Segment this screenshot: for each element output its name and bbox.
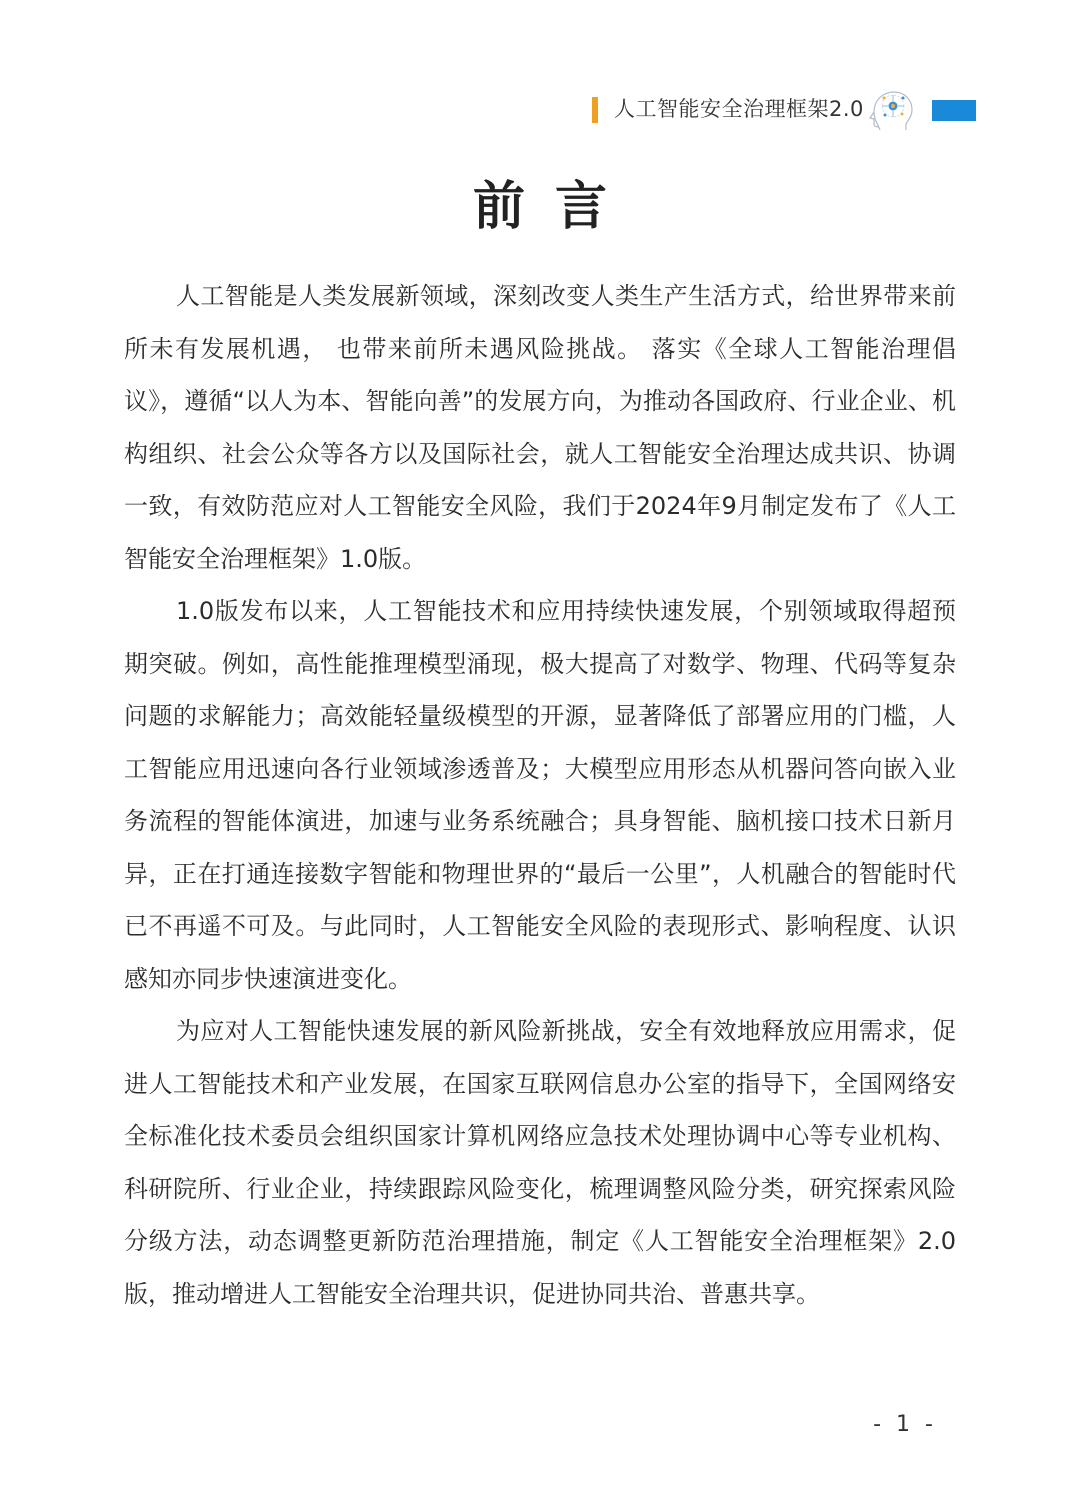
page-number: - 1 - <box>873 1412 937 1437</box>
ai-head-logo-icon <box>866 86 918 136</box>
paragraph-1: 人工智能是人类发展新领域，深刻改变人类生产生活方式，给世界带来前所未有发展机遇， 也带来前所未遇风险挑战。 落实《全球人工智能治理倡议》，遵循“以人为本、智能向善”的发展方向，为推动各国政府、行业企业、机构组织、社会公众等各方以及国际社会，就人工智能安全治理达成共识、协调一致，有效防范应对人工智能安全风险，我们于2024年9月制定发布了《人工智能安全治理框架》1.0版。 <box>124 282 956 573</box>
page-title: 前言 <box>472 177 637 237</box>
header-blue-block <box>932 100 976 121</box>
body-text <box>124 270 956 1320</box>
header-accent-bar <box>592 97 598 123</box>
paragraph-2: 1.0版发布以来，人工智能技术和应用持续快速发展，个别领域取得超预期突破。例如，高性能推理模型涌现，极大提高了对数学、物理、代码等复杂问题的求解能力；高效能轻量级模型的开源，显著降低了部署应用的门槛，人工智能应用迅速向各行业领域渗透普及；大模型应用形态从机器问答向嵌入业务流程的智能体演进，加速与业务系统融合；具身智能、脑机接口技术日新月异，正在打通连接数字智能和物理世界的“最后一公里”，人机融合的智能时代已不再遥不可及。与此同时，人工智能安全风险的表现形式、影响程度、认识感知亦同步快速演进变化。 <box>124 597 956 993</box>
paragraph-3: 为应对人工智能快速发展的新风险新挑战，安全有效地释放应用需求，促进人工智能技术和产业发展，在国家互联网信息办公室的指导下，全国网络安全标准化技术委员会组织国家计算机网络应急技术处理协调中心等专业机构、科研院所、行业企业，持续跟踪风险变化，梳理调整风险分类，研究探索风险分级方法，动态调整更新防范治理措施，制定《人工智能安全治理框架》2.0版，推动增进人工智能安全治理共识，促进协同共治、普惠共享。 <box>124 1017 956 1308</box>
header-title: 人工智能安全治理框架2.0 <box>614 97 864 121</box>
running-header <box>588 86 988 142</box>
